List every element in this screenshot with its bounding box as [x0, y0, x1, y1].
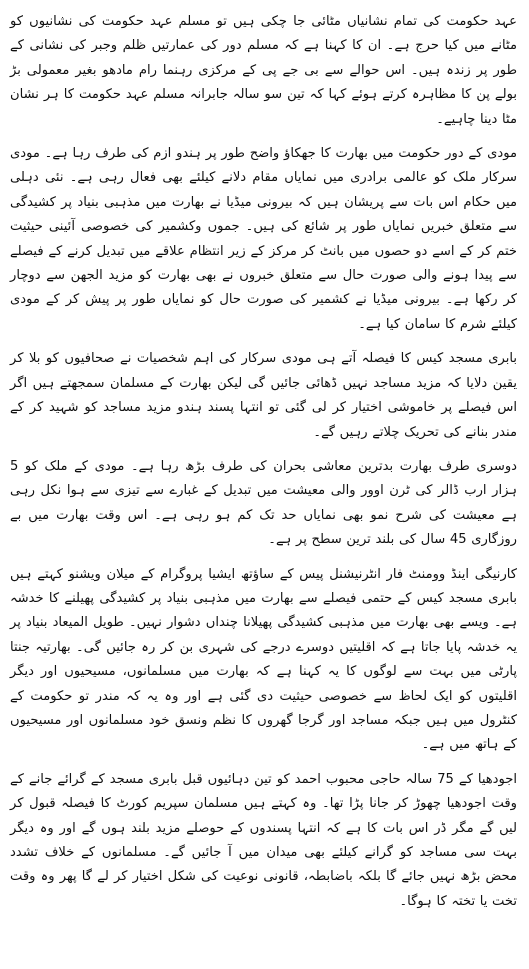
- paragraph-1: عہد حکومت کی تمام نشانیاں مٹائی جا چکی ہیں تو مسلم عہد حکومت کی نشانیوں کو مٹانے میں کیا حرج ہے۔ ان کا کہنا ہے کہ مسلم دور کی عمارتیں ظلم وجبر کی نشانی کے طور پر زندہ ہیں۔ اس حوالے سے بی جے پی کے مرکزی رہنما رام مادھو بغیر معمولی بڑ بولے پن کا مظاہرہ کرتے ہوئے کہا کہ تین سو سالہ جابرانہ مسلم عہد حکومت کا ہر نشان مٹا دینا چاہیے۔: [10, 14, 517, 127]
- paragraph-2: مودی کے دور حکومت میں بھارت کا جھکاؤ واضح طور پر ہندو ازم کی طرف رہا ہے۔ مودی سرکار ملک کو عالمی برادری میں نمایاں مقام دلانے کیلئے بھی فعال رہی ہے۔ نئی دہلی میں حکام اس بات سے پریشان ہیں کہ بیرونی میڈیا نے بھارت میں مذہبی بنیاد پر کشیدگی سے متعلق خبریں نمایاں طور پر شائع کی ہیں۔ جموں وکشمیر کی خصوصی آئینی حیثیت ختم کر کے اسے دو حصوں میں بانٹ کر مرکز کے زیر انتظام علاقے میں تبدیل کرنے کے فیصلے سے پیدا ہونے والی صورت حال سے متعلق خبروں نے بھی بھارت کو مزید الجھن سے دوچار کر رکھا ہے۔ بیرونی میڈیا نے کشمیر کی صورت حال کو نمایاں طور پر پیش کر کے مودی کیلئے شرم کا سامان کیا ہے۔: [10, 146, 517, 332]
- paragraph-6: اجودھیا کے 75 سالہ حاجی محبوب احمد کو تین دہائیوں قبل بابری مسجد کے گرائے جانے کے وقت اجودھیا چھوڑ کر جانا پڑا تھا۔ وہ کہتے ہیں مسلمان سپریم کورٹ کا فیصلہ قبول کر لیں گے مگر ڈر اس بات کا ہے کہ انتہا پسندوں کے حوصلے مزید بلند ہوں گے اور وہ دیگر بہت سی مساجد کو گرانے کیلئے بھی میدان میں آ جائیں گے۔ مسلمانوں کے خلاف تشدد محض بڑھ نہیں جائے گا بلکہ باضابطہ، قانونی نوعیت کی شکل اختیار کر لے گا پھر وہ وقت تخت یا تختہ کا ہوگا۔: [10, 771, 518, 909]
- paragraph-4: دوسری طرف بھارت بدترین معاشی بحران کی طرف بڑھ رہا ہے۔ مودی کے ملک کو 5 ہزار ارب ڈالر کی ٹرن اوور والی معیشت میں تبدیل کے غبارے سے تیزی سے ہوا نکل رہی ہے معیشت کی شرح نمو بھی نمایاں حد تک کم ہو رہی ہے۔ اس وقت بھارت میں بے روزگاری 45 سال کی بلند ترین سطح پر ہے۔: [10, 458, 517, 548]
- paragraph-5: کارنیگی اینڈ وومنٹ فار انٹرنیشنل پیس کے ساؤتھ ایشیا پروگرام کے میلان ویشنو کہتے ہیں بابری مسجد کیس کے حتمی فیصلے سے بھارت میں مذہبی بنیاد پر کشیدگی پھیلنے کا خدشہ ہے۔ ویسے بھی بھارت میں مذہبی کشیدگی پھیلانا چنداں دشوار نہیں۔ طویل المیعاد بنیاد پر یہ خدشہ پایا جاتا ہے کہ اقلیتیں دوسرے درجے کی شہری بن کر رہ جائیں گی۔ بھارتیہ جنتا پارٹی میں بہت سے لوگوں کا یہ کہنا ہے کہ بھارت میں مسلمانوں، مسیحیوں اور دیگر اقلیتوں کو ایک لحاظ سے خصوصی حیثیت دی گئی ہے اور وہ یہ کہ مندر تو حکومت کے کنٹرول میں ہیں جبکہ مساجد اور گرجا گھروں کا نظم ونسق خود مسلمانوں اور مسیحیوں کے ہاتھ میں ہے۔: [10, 566, 517, 753]
- paragraph-3: بابری مسجد کیس کا فیصلہ آتے ہی مودی سرکار کی اہم شخصیات نے صحافیوں کو بلا کر یقین دلایا کہ مزید مساجد نہیں ڈھائی جائیں گی لیکن بھارت کے مسلمان سمجھتے ہیں اگر اس فیصلے پر خاموشی اختیار کر لی گئی تو انتہا پسند ہندو مزید مساجد کو شہید کر کے مندر بنانے کی تحریک چلاتے رہیں گے۔: [10, 351, 517, 440]
